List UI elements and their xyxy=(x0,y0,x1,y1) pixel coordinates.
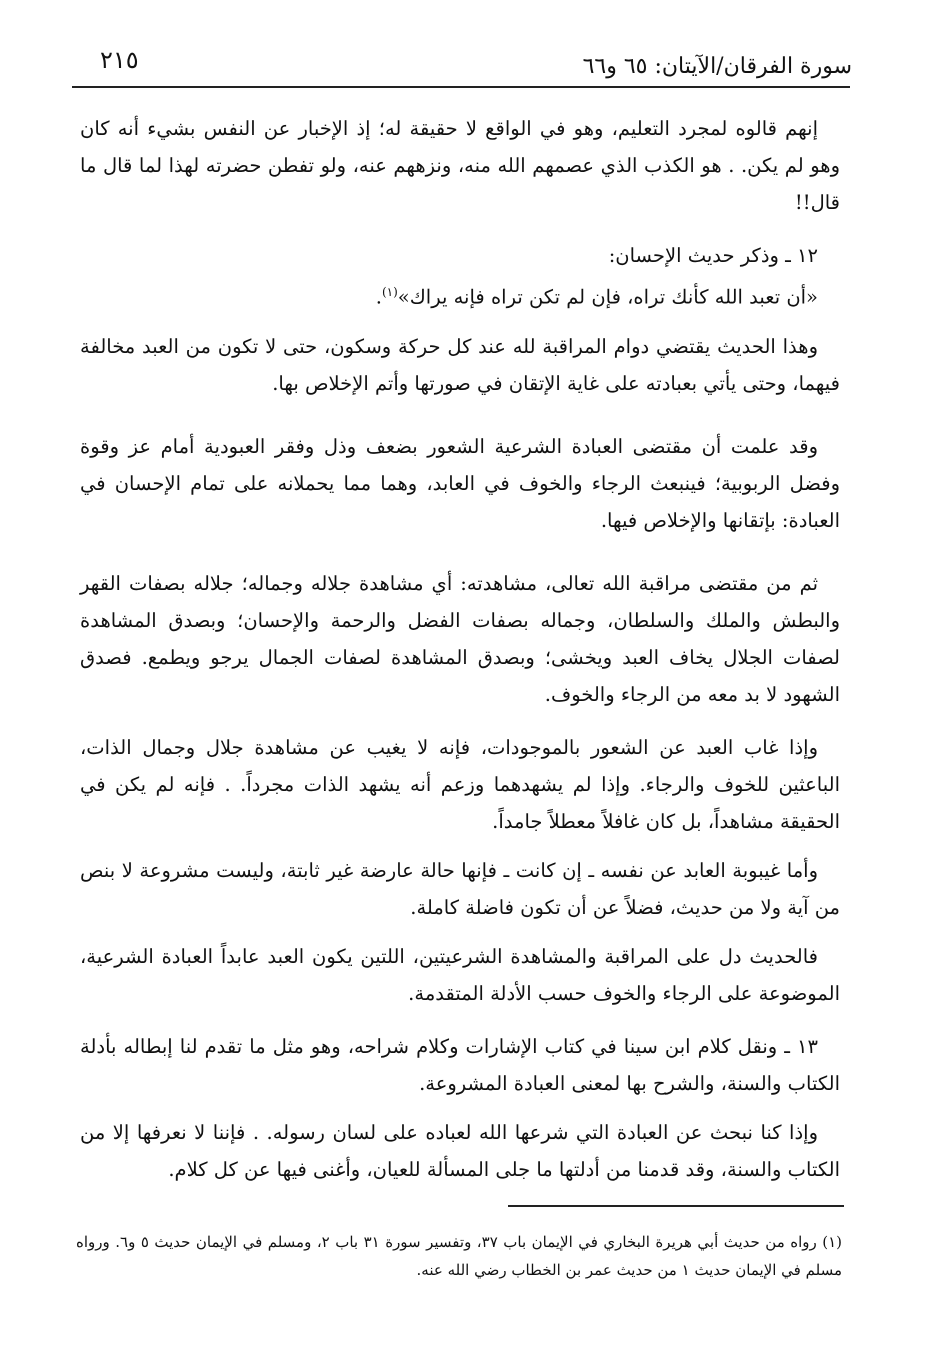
paragraph-8: وإذا كنا نبحث عن العبادة التي شرعها الله لعباده على لسان رسوله. . فإننا لا نعرفها إلا من الكتاب والسنة، وقد قدمنا من أدلتها ما جلى المسألة للعيان، وأغنى فيها عن كل كلام. xyxy=(80,1120,840,1181)
hadith-quote: «أن تعبد الله كأنك تراه، فإن لم تكن تراه فإنه يراك»$^{(١)}$. xyxy=(375,285,818,309)
header-divider xyxy=(72,86,850,88)
section-13-paragraph: ١٣ ـ ونقل كلام ابن سينا في كتاب الإشارات وكلام شراحه، وهو مثل ما تقدم لنا إبطاله بأدلة الكتاب والسنة، والشرح بها لمعنى العبادة المشروعة. xyxy=(80,1034,840,1095)
paragraph-6: وأما غيبوبة العابد عن نفسه ـ إن كانت ـ فإنها حالة عارضة غير ثابتة، وليست مشروعة لا بنص من آية ولا من حديث، فضلاً عن أن تكون فاضلة كاملة. xyxy=(80,858,840,919)
footnote xyxy=(76,1228,842,1284)
footnote-divider xyxy=(508,1205,844,1207)
page-number: ٢١٥ xyxy=(100,46,139,74)
paragraph-4: ثم من مقتضى مراقبة الله تعالى، مشاهدته: أي مشاهدة جلاله وجماله؛ جلاله بصفات القهر والبطش والملك والسلطان، وجماله بصفات الفضل والرحمة والإحسان؛ وبصدق المشاهدة لصفات الجلال يخاف العبد ويخشى؛ وبصدق المشاهدة لصفات الجمال يرجو ويطمع. فصدق الشهود لا بد معه من الرجاء والخوف. xyxy=(80,571,840,706)
paragraph-3: وقد علمت أن مقتضى العبادة الشرعية الشعور بضعف وذل وفقر العبودية أمام عز وقوة وفضل الربوبية؛ فينبعث الرجاء والخوف في العابد، وهما مما يحملانه على تمام الإحسان في العبادة: بإتقانها والإخلاص فيها. xyxy=(80,434,840,532)
page-header xyxy=(72,40,852,86)
section-12-heading: ١٢ ـ وذكر حديث الإحسان: xyxy=(608,244,818,267)
main-text xyxy=(80,110,840,1188)
running-title: سورة الفرقان/الآيتان: ٦٥ و٦٦ xyxy=(582,54,852,79)
paragraph-2: وهذا الحديث يقتضي دوام المراقبة لله عند كل حركة وسكون، حتى لا تكون من العبد مخالفة فيهما، وحتى يأتي بعبادته على غاية الإتقان في صورتها وأتم الإخلاص بها. xyxy=(80,334,840,395)
paragraph-5: وإذا غاب العبد عن الشعور بالموجودات، فإنه لا يغيب عن مشاهدة جلال وجمال الذات، الباعثين للخوف والرجاء. وإذا لم يشهدهما وزعم أنه يشهد الذات مجرداً. . فإنه لم يكن في الحقيقة مشاهداً، بل كان غافلاً معطلاً جامداً. xyxy=(80,735,840,833)
footnote-reference: (١) xyxy=(381,285,398,299)
hadith-text: «أن تعبد الله كأنك تراه، فإن لم تكن تراه فإنه يراك» xyxy=(397,285,818,309)
paragraph-7: فالحديث دل على المراقبة والمشاهدة الشرعيتين، اللتين يكون العبد عابداً العبادة الشرعية، الموضوعة على الرجاء والخوف حسب الأدلة المتقدمة. xyxy=(80,944,840,1005)
paragraph-1: إنهم قالوه لمجرد التعليم، وهو في الواقع لا حقيقة له؛ إذ الإخبار عن النفس بشيء أنه كان وهو لم يكن. . هو الكذب الذي عصمهم الله منه، ونزههم عنه، ولو تفطن حضرته لهذا لما قال ما قال!! xyxy=(80,117,840,214)
footnote-text: (١) رواه من حديث أبي هريرة البخاري في الإيمان باب ٣٧، وتفسير سورة ٣١ باب ٢، ومسلم في الإيمان حديث ٥ و٦. ورواه مسلم في الإيمان حديث ١ من حديث عمر بن الخطاب رضي الله عنه. xyxy=(76,1233,843,1279)
